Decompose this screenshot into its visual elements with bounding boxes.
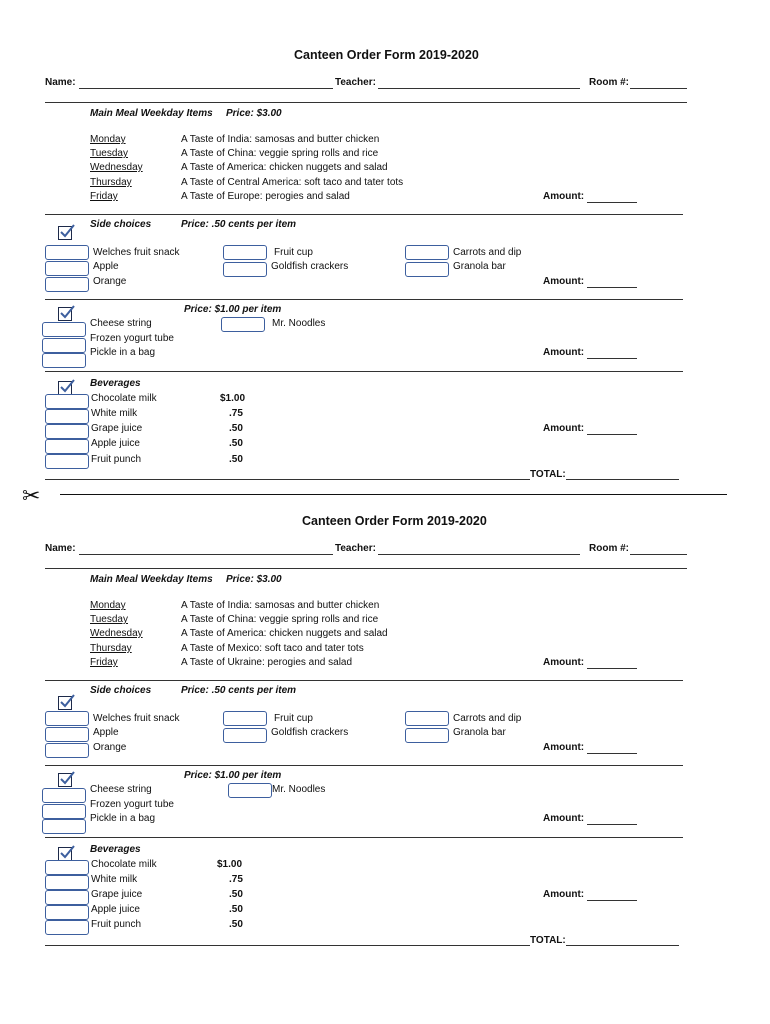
main-meal-heading: Main Meal Weekday Items: [90, 108, 213, 119]
side-box[interactable]: [405, 245, 449, 260]
day-friday: Friday: [90, 657, 118, 668]
day-wednesday: Wednesday: [90, 162, 143, 173]
dollar-item: Mr. Noodles: [272, 318, 326, 329]
teacher-field[interactable]: [378, 554, 580, 555]
dollar-checkbox[interactable]: [58, 773, 72, 787]
side-checkbox[interactable]: [58, 696, 72, 710]
checkmark-icon: [59, 845, 75, 861]
side-item: Carrots and dip: [453, 247, 522, 258]
side-item: Fruit cup: [274, 713, 313, 724]
beverage-price: .50: [229, 904, 243, 915]
dollar-price: Price: $1.00 per item: [184, 770, 282, 781]
order-form-1: [0, 0, 770, 480]
beverage-name: Chocolate milk: [91, 859, 157, 870]
side-heading: Side choices: [90, 685, 152, 696]
dollar-price: Price: $1.00 per item: [184, 304, 282, 315]
side-box[interactable]: [45, 261, 89, 276]
beverage-box[interactable]: [45, 424, 89, 439]
name-label: Name:: [45, 77, 76, 88]
day-thursday: Thursday: [90, 177, 132, 188]
beverage-price: .50: [229, 423, 243, 434]
side-box[interactable]: [45, 727, 89, 742]
scissors-icon: ✂: [22, 484, 41, 509]
meal-thursday: A Taste of Central America: soft taco and tater tots: [181, 177, 404, 188]
amount-field[interactable]: [587, 358, 637, 359]
side-box[interactable]: [405, 262, 449, 277]
side-item: Orange: [93, 742, 127, 753]
amount-field[interactable]: [587, 434, 637, 435]
meal-tuesday: A Taste of China: veggie spring rolls and rice: [181, 614, 379, 625]
meal-thursday: A Taste of Mexico: soft taco and tater tots: [181, 643, 364, 654]
beverage-heading: Beverages: [90, 378, 141, 389]
side-item: Orange: [93, 276, 127, 287]
beverage-box[interactable]: [45, 394, 89, 409]
name-field[interactable]: [79, 554, 333, 555]
side-item: Goldfish crackers: [271, 261, 349, 272]
beverage-name: Fruit punch: [91, 454, 142, 465]
day-thursday: Thursday: [90, 643, 132, 654]
dollar-box[interactable]: [221, 317, 265, 332]
amount-label: Amount:: [543, 347, 585, 358]
divider: [45, 765, 683, 766]
side-item: Granola bar: [453, 261, 506, 272]
dollar-item: Frozen yogurt tube: [90, 333, 174, 344]
side-heading: Side choices: [90, 219, 152, 230]
dollar-box[interactable]: [228, 783, 272, 798]
beverage-price: .50: [229, 919, 243, 930]
divider: [45, 945, 530, 946]
beverage-box[interactable]: [45, 875, 89, 890]
dollar-box[interactable]: [42, 819, 86, 834]
dollar-item: Pickle in a bag: [90, 813, 156, 824]
beverage-price: $1.00: [217, 859, 243, 870]
total-label: TOTAL:: [530, 935, 566, 946]
beverage-box[interactable]: [45, 439, 89, 454]
divider: [45, 680, 683, 681]
beverage-name: Apple juice: [91, 438, 140, 449]
teacher-field[interactable]: [378, 88, 580, 89]
day-wednesday: Wednesday: [90, 628, 143, 639]
beverage-name: White milk: [91, 408, 138, 419]
side-box[interactable]: [223, 711, 267, 726]
name-field[interactable]: [79, 88, 333, 89]
side-box[interactable]: [405, 728, 449, 743]
checkmark-icon: [59, 224, 75, 240]
amount-field[interactable]: [587, 824, 637, 825]
meal-monday: A Taste of India: samosas and butter chicken: [181, 134, 380, 145]
checkmark-icon: [59, 379, 75, 395]
divider: [45, 102, 687, 103]
side-checkbox[interactable]: [58, 226, 72, 240]
dollar-item: Pickle in a bag: [90, 347, 156, 358]
side-box[interactable]: [223, 728, 267, 743]
side-box[interactable]: [45, 711, 89, 726]
side-box[interactable]: [223, 262, 267, 277]
form-title: Canteen Order Form 2019-2020: [294, 48, 479, 62]
amount-field[interactable]: [587, 202, 637, 203]
dollar-box[interactable]: [42, 322, 86, 337]
beverage-name: Grape juice: [91, 423, 143, 434]
beverage-name: Fruit punch: [91, 919, 142, 930]
amount-label: Amount:: [543, 889, 585, 900]
dollar-item: Cheese string: [90, 784, 152, 795]
side-item: Apple: [93, 261, 119, 272]
amount-field[interactable]: [587, 668, 637, 669]
beverage-price: .75: [229, 408, 243, 419]
beverage-checkbox[interactable]: [58, 381, 72, 395]
beverage-name: Chocolate milk: [91, 393, 157, 404]
teacher-label: Teacher:: [335, 77, 376, 88]
side-box[interactable]: [45, 743, 89, 758]
day-tuesday: Tuesday: [90, 614, 128, 625]
beverage-heading: Beverages: [90, 844, 141, 855]
divider: [45, 371, 683, 372]
dollar-checkbox[interactable]: [58, 307, 72, 321]
checkmark-icon: [59, 771, 75, 787]
dollar-box[interactable]: [42, 338, 86, 353]
dollar-item: Mr. Noodles: [272, 784, 326, 795]
amount-label: Amount:: [543, 276, 585, 287]
beverage-box[interactable]: [45, 860, 89, 875]
checkmark-icon: [59, 305, 75, 321]
teacher-label: Teacher:: [335, 543, 376, 554]
main-meal-price: Price: $3.00: [226, 574, 282, 585]
day-friday: Friday: [90, 191, 118, 202]
amount-label: Amount:: [543, 191, 585, 202]
beverage-price: .50: [229, 454, 243, 465]
side-item: Goldfish crackers: [271, 727, 349, 738]
amount-label: Amount:: [543, 813, 585, 824]
beverage-price: .50: [229, 438, 243, 449]
beverage-checkbox[interactable]: [58, 847, 72, 861]
beverage-box[interactable]: [45, 409, 89, 424]
checkmark-icon: [59, 694, 75, 710]
room-field[interactable]: [630, 554, 687, 555]
side-price: Price: .50 cents per item: [181, 685, 297, 696]
side-item: Apple: [93, 727, 119, 738]
dollar-box[interactable]: [42, 804, 86, 819]
beverage-price: $1.00: [220, 393, 246, 404]
side-item: Carrots and dip: [453, 713, 522, 724]
side-price: Price: .50 cents per item: [181, 219, 297, 230]
beverage-price: .75: [229, 874, 243, 885]
name-label: Name:: [45, 543, 76, 554]
meal-wednesday: A Taste of America: chicken nuggets and salad: [181, 628, 388, 639]
beverage-name: Grape juice: [91, 889, 143, 900]
day-monday: Monday: [90, 134, 126, 145]
meal-friday: A Taste of Europe: perogies and salad: [181, 191, 350, 202]
amount-label: Amount:: [543, 657, 585, 668]
beverage-box[interactable]: [45, 905, 89, 920]
divider: [45, 837, 683, 838]
meal-monday: A Taste of India: samosas and butter chicken: [181, 600, 380, 611]
main-meal-price: Price: $3.00: [226, 108, 282, 119]
side-item: Welches fruit snack: [93, 247, 180, 258]
beverage-price: .50: [229, 889, 243, 900]
beverage-box[interactable]: [45, 890, 89, 905]
form-title: Canteen Order Form 2019-2020: [302, 514, 487, 528]
divider: [45, 214, 683, 215]
side-box[interactable]: [45, 277, 89, 292]
side-item: Welches fruit snack: [93, 713, 180, 724]
amount-field[interactable]: [587, 287, 637, 288]
room-field[interactable]: [630, 88, 687, 89]
total-label: TOTAL:: [530, 469, 566, 480]
day-tuesday: Tuesday: [90, 148, 128, 159]
meal-friday: A Taste of Ukraine: perogies and salad: [181, 657, 353, 668]
divider: [45, 299, 683, 300]
amount-field[interactable]: [587, 753, 637, 754]
order-form-2: [0, 466, 770, 946]
meal-tuesday: A Taste of China: veggie spring rolls and rice: [181, 148, 379, 159]
amount-field[interactable]: [587, 900, 637, 901]
divider: [45, 568, 687, 569]
side-item: Fruit cup: [274, 247, 313, 258]
main-meal-heading: Main Meal Weekday Items: [90, 574, 213, 585]
amount-label: Amount:: [543, 742, 585, 753]
dollar-item: Cheese string: [90, 318, 152, 329]
day-monday: Monday: [90, 600, 126, 611]
amount-label: Amount:: [543, 423, 585, 434]
room-label: Room #:: [589, 543, 629, 554]
side-box[interactable]: [223, 245, 267, 260]
dollar-box[interactable]: [42, 353, 86, 368]
beverage-name: Apple juice: [91, 904, 140, 915]
dollar-item: Frozen yogurt tube: [90, 799, 174, 810]
beverage-name: White milk: [91, 874, 138, 885]
total-field[interactable]: [566, 945, 679, 946]
side-item: Granola bar: [453, 727, 506, 738]
dollar-box[interactable]: [42, 788, 86, 803]
meal-wednesday: A Taste of America: chicken nuggets and salad: [181, 162, 388, 173]
side-box[interactable]: [45, 245, 89, 260]
room-label: Room #:: [589, 77, 629, 88]
side-box[interactable]: [405, 711, 449, 726]
beverage-box[interactable]: [45, 920, 89, 935]
